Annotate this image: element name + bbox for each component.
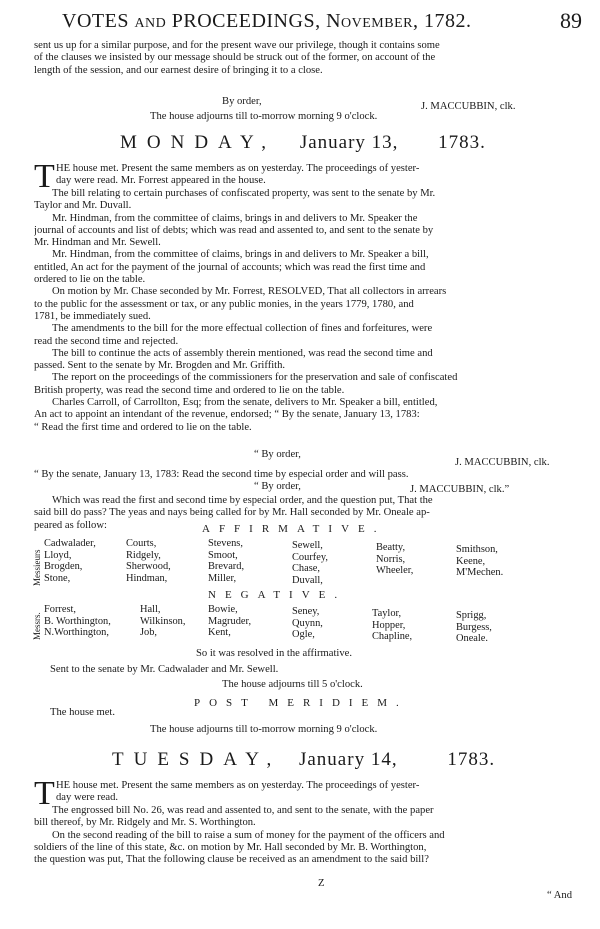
member-name: Norris, <box>376 553 406 565</box>
name-column <box>376 542 413 577</box>
member-name: Chase, <box>292 563 320 575</box>
text-line: British property, was read the second time and ordered to lie on the table. <box>34 384 345 396</box>
member-name: Wilkinson, <box>140 615 186 627</box>
text-line: The engrossed bill No. 26, was read and assented to, and sent to the senate, with the paper <box>52 805 434 816</box>
text-line: sent us up for a similar purpose, and for the present wave our privilege, though it contains some <box>34 40 440 51</box>
catchword: “ And <box>547 890 573 901</box>
text-line: Mr. Hindman and Mr. Sewell. <box>34 237 161 249</box>
name-column <box>44 604 111 639</box>
member-name: Stevens, <box>208 538 243 549</box>
member-name: Miller, <box>208 572 237 584</box>
name-column <box>44 538 96 584</box>
member-name: Quynn, <box>292 617 323 629</box>
member-name: Kent, <box>208 627 231 639</box>
text-line: ordered to lie on the table. <box>34 274 146 286</box>
intro-paragraph <box>34 40 580 77</box>
member-name: Hopper, <box>372 619 406 631</box>
by-order: By order, <box>222 96 262 107</box>
day-heading-tuesday <box>112 749 495 771</box>
text-line: day were read. <box>56 792 119 804</box>
text-line: read the second time and rejected. <box>34 335 179 347</box>
text-line: bill thereof, by Mr. Ridgely and Mr. S. Worthington. <box>34 817 256 829</box>
text-line: passed. Sent to the senate by Mr. Brogden and Mr. Griffith. <box>34 360 286 372</box>
sent-note: Sent to the senate by Mr. Cadwalader and Mr. Sewell. <box>50 664 279 675</box>
member-name: Keene, <box>456 555 486 567</box>
messieurs-label: Messieurs <box>32 549 42 586</box>
text-line: The bill relating to certain purchases of confiscated property, was sent to the senate by Mr. <box>52 188 436 199</box>
negative-heading: NEGATIVE. <box>208 589 347 601</box>
messrs-label: Messrs. <box>32 612 42 640</box>
text-line: Mr. Hindman, from the committee of claims, brings in and delivers to Mr. Speaker a bill, <box>52 249 429 261</box>
text-line: entitled, An act for the payment of the journal of accounts; which was read the first time and <box>34 261 426 273</box>
text-line: journal of accounts and list of debts; which was read and assented to, and sent to the senate by <box>34 224 434 236</box>
adjourn-note: The house adjourns till to-morrow morning 9 o'clock. <box>150 111 378 122</box>
day-name: TUESDAY, <box>112 749 282 770</box>
text-line: said bill do pass? The yeas and nays being called for by Mr. Hall seconded by Mr. Oneale ap- <box>34 507 430 519</box>
member-name: Hall, <box>140 604 161 615</box>
affirmative-list <box>44 538 584 588</box>
text-line: Charles Carroll, of Carrollton, Esq; from the senate, delivers to Mr. Speaker a bill, entitled, <box>52 397 438 409</box>
member-name: Stone, <box>44 572 71 584</box>
drop-cap: T <box>34 158 55 195</box>
clerk-signature: J. MACCUBBIN, clk. <box>455 457 550 468</box>
text-line: The bill to continue the acts of assembly therein mentioned, was read the second time and <box>52 347 433 359</box>
name-column <box>292 540 328 586</box>
member-name: Forrest, <box>44 604 77 615</box>
affirmative-heading: AFFIRMATIVE. <box>202 523 386 535</box>
text-line: Which was read the first and second time by especial order, and the question put, That the <box>52 495 433 506</box>
member-name: Lloyd, <box>44 549 72 561</box>
member-name: Hindman, <box>126 572 168 584</box>
name-column <box>456 544 503 579</box>
negative-list <box>44 604 584 644</box>
day-date: January 14, <box>298 749 398 770</box>
member-name: N.Worthington, <box>44 627 109 639</box>
text-line: day were read. Mr. Forrest appeared in the house. <box>56 175 266 187</box>
member-name: M'Mechen. <box>456 567 504 579</box>
name-column <box>126 538 171 584</box>
name-column <box>456 610 492 645</box>
paragraph <box>56 163 580 188</box>
member-name: Seney, <box>292 606 320 617</box>
member-name: B. Worthington, <box>44 615 111 627</box>
name-column <box>140 604 185 639</box>
member-name: Courts, <box>126 538 157 549</box>
day-date: January 13, <box>299 132 399 153</box>
text-line: The amendments to the bill for the more effectual collection of fines and forfeitures, were <box>52 323 433 335</box>
paragraph <box>56 780 580 805</box>
member-name: Ridgely, <box>126 549 161 561</box>
member-name: Sprigg, <box>456 610 487 621</box>
by-order: “ By order, <box>254 481 301 492</box>
day-heading-monday <box>120 132 486 154</box>
day-year: 1783. <box>438 132 486 153</box>
text-line: to the public for the assessment or tax, or any public monies, in the years 1779, 1780, and <box>34 298 414 310</box>
name-column <box>292 606 323 641</box>
text-line: peared as follow: <box>34 519 107 531</box>
page-number: 89 <box>560 8 582 33</box>
paragraph <box>34 805 580 866</box>
member-name: Sherwood, <box>126 561 171 573</box>
text-line: length of the session, and our earnest desire of bringing it to a close. <box>34 64 323 76</box>
running-header <box>62 4 582 38</box>
member-name: Oneale. <box>456 633 489 645</box>
name-column <box>208 604 251 639</box>
member-name: Brevard, <box>208 561 245 573</box>
member-name: Smoot, <box>208 549 238 561</box>
resolution-result: So it was resolved in the affirmative. <box>196 648 353 659</box>
member-name: Job, <box>140 627 158 639</box>
member-name: Cadwalader, <box>44 538 96 549</box>
name-column <box>208 538 244 584</box>
clerk-signature: J. MACCUBBIN, clk. <box>421 101 516 112</box>
text-line: HE house met. Present the same members as on yesterday. The proceedings of yester- <box>56 780 420 791</box>
text-line: “ By the senate, January 13, 1783: Read the second time by especial order and will pass. <box>34 469 409 480</box>
post-meridiem-heading: POST MERIDIEM. <box>194 697 408 709</box>
day-year: 1783. <box>447 749 496 770</box>
text-line: Mr. Hindman, from the committee of claims, brings in and delivers to Mr. Speaker the <box>52 212 418 224</box>
text-line: of the clauses we insisted by our message should be struck out of the former, on account of the <box>34 52 436 64</box>
member-name: Sewell, <box>292 540 323 551</box>
day-name: MONDAY, <box>120 132 277 153</box>
senate-endorsement <box>34 469 580 481</box>
member-name: Chapline, <box>372 631 413 643</box>
text-line: On the second reading of the bill to raise a sum of money for the payment of the officers and <box>52 829 445 841</box>
member-name: Beatty, <box>376 542 406 553</box>
text-line: Taylor and Mr. Duvall. <box>34 200 132 212</box>
text-line: HE house met. Present the same members as on yesterday. The proceedings of yester- <box>56 163 420 174</box>
text-line: On motion by Mr. Chase seconded by Mr. Forrest, RESOLVED, That all collectors in arrears <box>52 286 447 298</box>
paragraph <box>34 188 580 434</box>
name-column <box>372 608 412 643</box>
member-name: Wheeler, <box>376 565 414 577</box>
text-line: The report on the proceedings of the commissioners for the preservation and sale of confiscated <box>52 372 458 384</box>
text-line: “ Read the first time and ordered to lie on the table. <box>34 421 252 433</box>
text-line: An act to appoint an intendant of the revenue, endorsed; “ By the senate, January 13, 1783: <box>34 409 420 421</box>
by-order: “ By order, <box>254 449 301 460</box>
text-line: the question was put, That the following clause be received as an amendment to the said bill? <box>34 854 429 866</box>
drop-cap: T <box>34 775 55 812</box>
member-name: Brogden, <box>44 561 83 573</box>
member-name: Magruder, <box>208 615 252 627</box>
member-name: Burgess, <box>456 621 492 633</box>
member-name: Bowie, <box>208 604 238 615</box>
member-name: Smithson, <box>456 544 498 555</box>
adjourn-note: The house adjourns till to-morrow morning 9 o'clock. <box>150 724 378 735</box>
member-name: Ogle, <box>292 629 315 641</box>
house-met: The house met. <box>50 707 116 718</box>
text-line: 1781, be immediately sued. <box>34 310 151 322</box>
member-name: Duvall, <box>292 574 323 586</box>
member-name: Courfey, <box>292 551 328 563</box>
member-name: Taylor, <box>372 608 402 619</box>
running-title: VOTES and PROCEEDINGS, November, 1782. <box>62 10 472 32</box>
signature-mark: Z <box>318 878 325 889</box>
clerk-signature: J. MACCUBBIN, clk.” <box>410 484 510 495</box>
adjourn-note: The house adjourns till 5 o'clock. <box>222 679 363 690</box>
text-line: soldiers of the line of this state, &c. on motion by Mr. Hall seconded by Mr. B. Worthington, <box>34 841 427 853</box>
